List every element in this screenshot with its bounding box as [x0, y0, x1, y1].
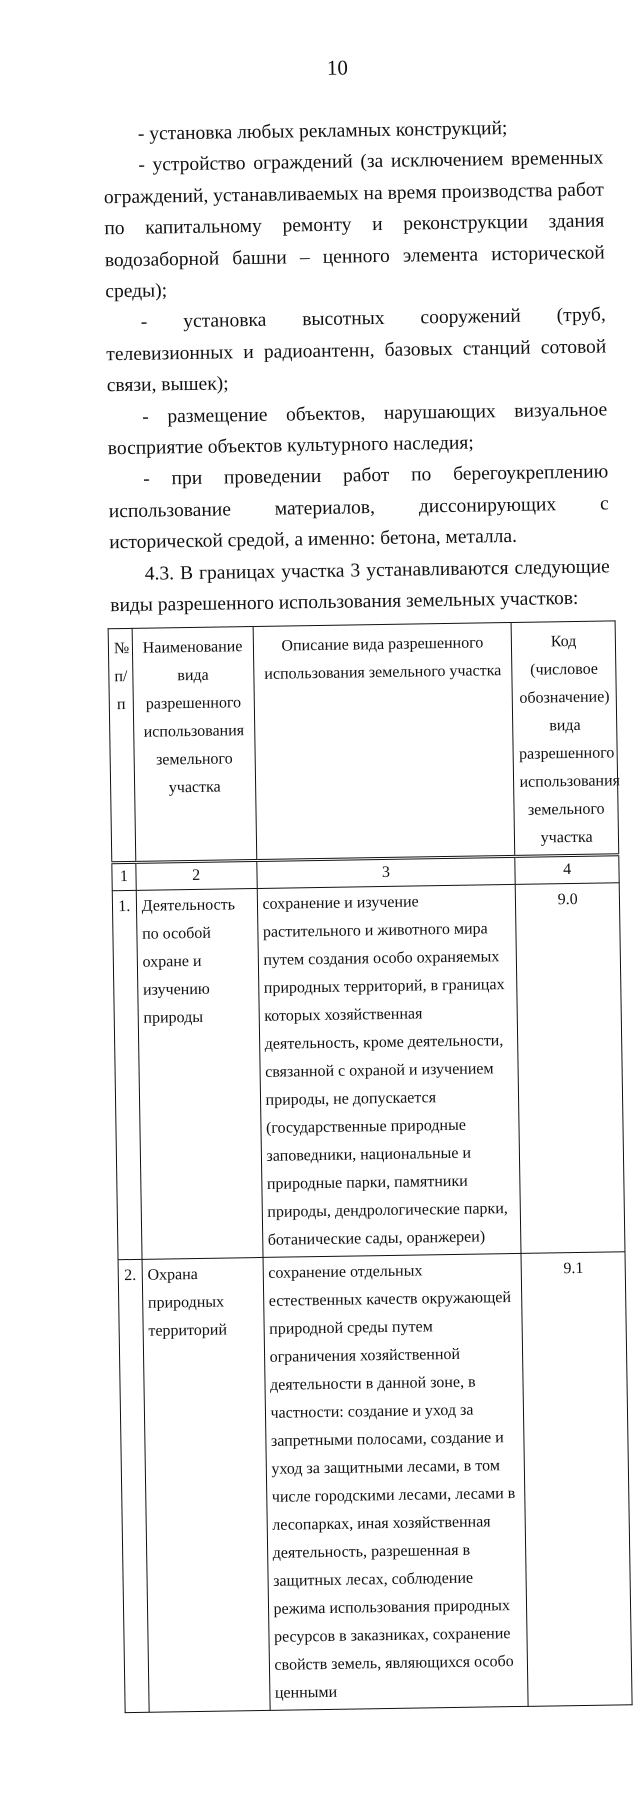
- column-index: 1: [112, 862, 136, 890]
- column-index: 3: [256, 856, 515, 888]
- paragraph: - при проведении работ по берегоукреплению использование материалов, диссонирующих с исторической средой, а именно: бетона, металла.: [108, 461, 609, 554]
- header-use-name: Наименование вида разрешенного использования земельного участка: [132, 627, 256, 863]
- page-number: 10: [326, 55, 349, 80]
- use-code: 9.1: [521, 1252, 632, 1707]
- paragraph: - установка любых рекламных конструкций;: [137, 117, 508, 145]
- column-index: 4: [515, 855, 619, 885]
- use-name: Деятельность по особой охране и изучению природы: [136, 888, 263, 1259]
- table-row: [112, 883, 625, 1260]
- use-name: Охрана природных территорий: [142, 1257, 270, 1712]
- header-number: № п/п: [108, 628, 135, 862]
- use-code: 9.0: [516, 883, 625, 1254]
- paragraph: - устройство ограждений (за исключением временных ограждений, устанавливаемых на время производства работ по капитальному ремонту и реконструкции здания водозаборной башни – ценного элемента исторической среды);: [103, 147, 605, 303]
- row-number: 2.: [118, 1259, 149, 1712]
- paragraph: 4.3. В границах участка 3 устанавливаются следующие виды разрешенного использования земельных участков:: [110, 556, 610, 617]
- body-text: [103, 111, 611, 621]
- row-number: 1.: [112, 890, 142, 1259]
- header-use-description: Описание вида разрешенного использования земельного участка: [253, 622, 516, 860]
- table-header-row: [108, 621, 619, 863]
- paragraph: - установка высотных сооружений (труб, телевизионных и радиоантенн, базовых станций сотовой связи, вышек);: [106, 304, 607, 397]
- paragraph: - размещение объектов, нарушающих визуальное восприятие объектов культурного наследия;: [107, 399, 608, 460]
- land-use-table: [108, 620, 633, 1713]
- use-description: сохранение и изучение растительного и животного мира путем создания особо охраняемых природных территорий, в границах которых хозяйственная деятельность, кроме деятельности, связанной с охраной и изучением природы, не допускается (государственные природные заповедники, национальные и природные парки, памятники природы, дендрологические парки, ботанические сады, оранжереи): [257, 884, 522, 1257]
- use-description: сохранение отдельных естественных качеств окружающей природной среды путем ограничения хозяйственной деятельности в данной зоне, в частности: создание и уход за запретными полосами, создание и уход за защитными лесами, в том числе городскими лесами, лесами в лесопарках, иная хозяйственная деятельность, разрешенная в защитных лесах, соблюдение режима использования природных ресурсов в заказниках, сохранение свойств земель, являющихся особо ценными: [263, 1253, 529, 1710]
- column-index: 2: [136, 860, 257, 890]
- table-row: [118, 1252, 632, 1713]
- header-use-code: Код (числовое обозначение) вида разрешенного использования земельного участка: [512, 621, 619, 857]
